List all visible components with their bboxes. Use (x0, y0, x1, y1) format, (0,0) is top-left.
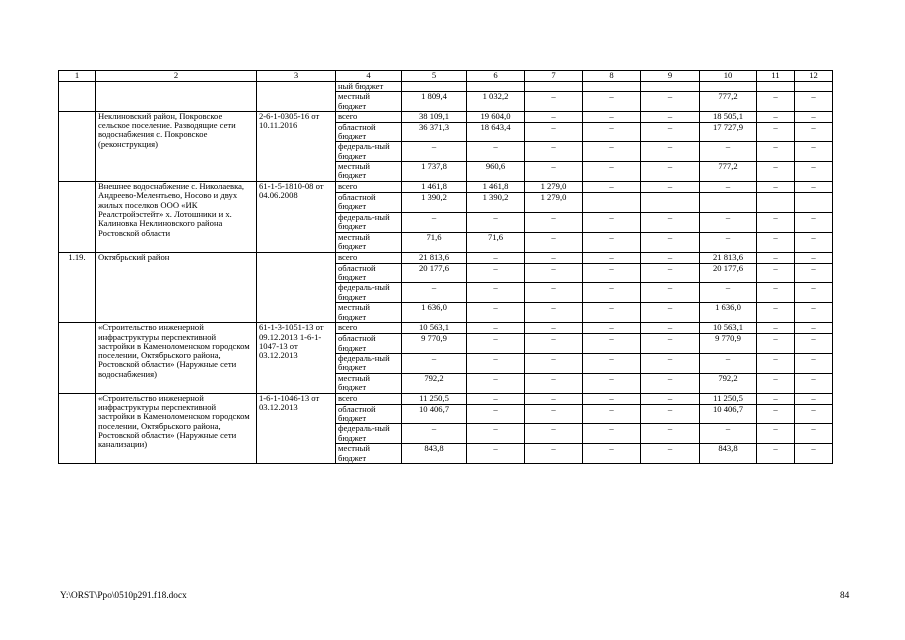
col8-value: – (583, 92, 641, 112)
col11-value: – (757, 303, 795, 323)
header-cell: 9 (641, 71, 700, 82)
col9-value (641, 193, 700, 213)
col10-value: 777,2 (700, 92, 757, 112)
col5-value: 38 109,1 (402, 111, 467, 122)
funding-source: местный бюджет (336, 444, 402, 464)
col7-value (525, 82, 583, 92)
col12-value: – (795, 404, 833, 424)
col8-value: – (583, 424, 641, 444)
funding-source: областной бюджет (336, 122, 402, 142)
col5-value: 10 406,7 (402, 404, 467, 424)
col6-value: 960,6 (467, 162, 525, 182)
funding-source: местный бюджет (336, 162, 402, 182)
col10-value (700, 193, 757, 213)
col7-value: – (525, 283, 583, 303)
col8-value: – (583, 252, 641, 263)
col8-value: – (583, 393, 641, 404)
col8-value: – (583, 373, 641, 393)
col11-value: – (757, 424, 795, 444)
col10-value: – (700, 212, 757, 232)
funding-source: областной бюджет (336, 193, 402, 213)
col7-value: – (525, 373, 583, 393)
header-cell: 12 (795, 71, 833, 82)
header-cell: 1 (59, 71, 96, 82)
col12-value: – (795, 444, 833, 464)
col12-value (795, 82, 833, 92)
object-description: Октябрьский район (96, 252, 257, 323)
col5-value: 1 390,2 (402, 193, 467, 213)
col6-value: – (467, 373, 525, 393)
col12-value: – (795, 283, 833, 303)
col10-value: 10 563,1 (700, 323, 757, 334)
col8-value: – (583, 323, 641, 334)
col11-value: – (757, 334, 795, 354)
col9-value: – (641, 182, 700, 193)
col6-value: 1 390,2 (467, 193, 525, 213)
col7-value: – (525, 122, 583, 142)
col6-value: – (467, 444, 525, 464)
funding-source: всего (336, 323, 402, 334)
col8-value: – (583, 111, 641, 122)
col6-value: – (467, 424, 525, 444)
doc-reference: 61-1-3-1051-13 от 09.12.2013 1-6-1-1047-13 от 03.12.2013 (257, 323, 336, 394)
col9-value: – (641, 283, 700, 303)
doc-reference: 2-6-1-0305-16 от 10.11.2016 (257, 111, 336, 181)
budget-table (58, 70, 833, 464)
col9-value: – (641, 353, 700, 373)
col8-value: – (583, 303, 641, 323)
col11-value: – (757, 283, 795, 303)
col7-value: – (525, 424, 583, 444)
col11-value (757, 82, 795, 92)
col8-value: – (583, 142, 641, 162)
col12-value: – (795, 263, 833, 283)
col10-value: 20 177,6 (700, 263, 757, 283)
col10-value: – (700, 232, 757, 252)
col7-value: – (525, 353, 583, 373)
col10-value (700, 82, 757, 92)
col7-value: – (525, 393, 583, 404)
col10-value: – (700, 353, 757, 373)
doc-reference (257, 252, 336, 323)
col12-value: – (795, 92, 833, 112)
col12-value: – (795, 303, 833, 323)
col8-value: – (583, 232, 641, 252)
col8-value: – (583, 212, 641, 232)
col12-value: – (795, 353, 833, 373)
col9-value: – (641, 303, 700, 323)
col6-value: 71,6 (467, 232, 525, 252)
doc-reference (257, 82, 336, 112)
col8-value: – (583, 122, 641, 142)
header-cell: 11 (757, 71, 795, 82)
col9-value: – (641, 334, 700, 354)
header-row (59, 71, 833, 82)
col9-value: – (641, 373, 700, 393)
col12-value: – (795, 142, 833, 162)
col12-value (795, 193, 833, 213)
col5-value: – (402, 283, 467, 303)
row-number (59, 182, 96, 253)
col7-value: – (525, 212, 583, 232)
object-description (96, 82, 257, 112)
funding-source: местный бюджет (336, 92, 402, 112)
col5-value: – (402, 353, 467, 373)
table-row (59, 252, 833, 263)
col7-value: – (525, 303, 583, 323)
col9-value: – (641, 393, 700, 404)
table-row (59, 111, 833, 122)
col7-value: – (525, 404, 583, 424)
header-cell: 7 (525, 71, 583, 82)
col11-value: – (757, 404, 795, 424)
header-cell: 6 (467, 71, 525, 82)
col10-value: – (700, 142, 757, 162)
col6-value: – (467, 212, 525, 232)
row-number (59, 323, 96, 394)
col7-value: – (525, 92, 583, 112)
col7-value: – (525, 232, 583, 252)
funding-source: всего (336, 252, 402, 263)
col5-value (402, 82, 467, 92)
header-cell: 5 (402, 71, 467, 82)
col9-value: – (641, 232, 700, 252)
col12-value: – (795, 252, 833, 263)
col11-value: – (757, 373, 795, 393)
header-cell: 2 (96, 71, 257, 82)
col11-value: – (757, 182, 795, 193)
col11-value: – (757, 323, 795, 334)
table-row (59, 393, 833, 404)
col11-value (757, 193, 795, 213)
col6-value: – (467, 353, 525, 373)
col7-value: 1 279,0 (525, 182, 583, 193)
funding-source: ный бюджет (336, 82, 402, 92)
col5-value: 21 813,6 (402, 252, 467, 263)
col10-value: 9 770,9 (700, 334, 757, 354)
col11-value: – (757, 263, 795, 283)
col7-value: – (525, 111, 583, 122)
col6-value: 1 461,8 (467, 182, 525, 193)
col11-value: – (757, 353, 795, 373)
col9-value: – (641, 162, 700, 182)
col8-value: – (583, 404, 641, 424)
col5-value: 792,2 (402, 373, 467, 393)
header-cell: 3 (257, 71, 336, 82)
header-cell: 10 (700, 71, 757, 82)
col12-value: – (795, 232, 833, 252)
col8-value: – (583, 283, 641, 303)
funding-source: федераль-ный бюджет (336, 424, 402, 444)
col12-value: – (795, 393, 833, 404)
col11-value: – (757, 393, 795, 404)
col8-value: – (583, 334, 641, 354)
col6-value: – (467, 283, 525, 303)
col10-value: 21 813,6 (700, 252, 757, 263)
row-number (59, 111, 96, 181)
col5-value: – (402, 142, 467, 162)
col6-value: – (467, 142, 525, 162)
col9-value: – (641, 142, 700, 162)
col7-value: – (525, 162, 583, 182)
col8-value: – (583, 263, 641, 283)
col10-value: 792,2 (700, 373, 757, 393)
col9-value (641, 82, 700, 92)
col9-value: – (641, 122, 700, 142)
table-row (59, 82, 833, 92)
funding-source: всего (336, 182, 402, 193)
col9-value: – (641, 404, 700, 424)
col8-value: – (583, 444, 641, 464)
col10-value: 11 250,5 (700, 393, 757, 404)
col11-value: – (757, 142, 795, 162)
funding-source: областной бюджет (336, 404, 402, 424)
col6-value: 18 643,4 (467, 122, 525, 142)
doc-reference: 1-6-1-1046-13 от 03.12.2013 (257, 393, 336, 464)
col12-value: – (795, 424, 833, 444)
col9-value: – (641, 263, 700, 283)
col5-value: 843,8 (402, 444, 467, 464)
col5-value: 36 371,3 (402, 122, 467, 142)
col9-value: – (641, 424, 700, 444)
col7-value: – (525, 323, 583, 334)
funding-source: федераль-ный бюджет (336, 142, 402, 162)
object-description: Внешнее водоснабжение с. Николаевка, Андреево-Мелентьево, Носово и двух жилых поселков ООО «ИК Реалстройэстейт» х. Лотошники и х. Калиновка Неклиновского района Ростовской области (96, 182, 257, 253)
col10-value: 18 505,1 (700, 111, 757, 122)
col5-value: 71,6 (402, 232, 467, 252)
col8-value (583, 82, 641, 92)
funding-source: федераль-ный бюджет (336, 212, 402, 232)
file-path: Y:\ORST\Ppo\0510p291.f18.docx (60, 591, 187, 601)
object-description: Неклиновский район, Покровское сельское поселение. Разводящие сети водоснабжения с. Покровское (реконструкция) (96, 111, 257, 181)
header-cell: 4 (336, 71, 402, 82)
col11-value: – (757, 162, 795, 182)
col9-value: – (641, 92, 700, 112)
col9-value: – (641, 111, 700, 122)
col11-value: – (757, 212, 795, 232)
col7-value: – (525, 263, 583, 283)
col9-value: – (641, 252, 700, 263)
row-number: 1.19. (59, 252, 96, 323)
col11-value: – (757, 232, 795, 252)
col5-value: 11 250,5 (402, 393, 467, 404)
col6-value: 1 032,2 (467, 92, 525, 112)
funding-source: федераль-ный бюджет (336, 353, 402, 373)
col7-value: 1 279,0 (525, 193, 583, 213)
col5-value: 1 737,8 (402, 162, 467, 182)
col10-value: 843,8 (700, 444, 757, 464)
col9-value: – (641, 212, 700, 232)
funding-source: местный бюджет (336, 373, 402, 393)
col10-value: – (700, 283, 757, 303)
col5-value: 10 563,1 (402, 323, 467, 334)
col12-value: – (795, 122, 833, 142)
col12-value: – (795, 373, 833, 393)
funding-source: всего (336, 393, 402, 404)
col5-value: 1 461,8 (402, 182, 467, 193)
col6-value: – (467, 404, 525, 424)
col5-value: 9 770,9 (402, 334, 467, 354)
funding-source: федераль-ный бюджет (336, 283, 402, 303)
object-description: «Строительство инженерной инфраструктуры перспективной застройки в Каменоломенском городском поселении, Октябрьского района, Ростовской области» (Наружные сети канализации) (96, 393, 257, 464)
doc-reference: 61-1-5-1810-08 от 04.06.2008 (257, 182, 336, 253)
col12-value: – (795, 111, 833, 122)
col12-value: – (795, 323, 833, 334)
col8-value: – (583, 353, 641, 373)
col6-value: – (467, 393, 525, 404)
col8-value: – (583, 182, 641, 193)
funding-source: местный бюджет (336, 232, 402, 252)
col7-value: – (525, 334, 583, 354)
col9-value: – (641, 323, 700, 334)
col10-value: 1 636,0 (700, 303, 757, 323)
col10-value: 777,2 (700, 162, 757, 182)
col10-value: – (700, 182, 757, 193)
col6-value: – (467, 303, 525, 323)
col12-value: – (795, 182, 833, 193)
col6-value: – (467, 263, 525, 283)
col5-value: 1 636,0 (402, 303, 467, 323)
col6-value: 19 604,0 (467, 111, 525, 122)
col5-value: – (402, 212, 467, 232)
row-number (59, 82, 96, 112)
col11-value: – (757, 444, 795, 464)
col10-value: 17 727,9 (700, 122, 757, 142)
table-row (59, 323, 833, 334)
col7-value: – (525, 444, 583, 464)
col8-value (583, 193, 641, 213)
col12-value: – (795, 212, 833, 232)
col8-value: – (583, 162, 641, 182)
col11-value: – (757, 122, 795, 142)
funding-source: областной бюджет (336, 334, 402, 354)
funding-source: местный бюджет (336, 303, 402, 323)
col6-value: – (467, 334, 525, 354)
col6-value: – (467, 323, 525, 334)
funding-source: областной бюджет (336, 263, 402, 283)
col7-value: – (525, 142, 583, 162)
col12-value: – (795, 334, 833, 354)
col7-value: – (525, 252, 583, 263)
table-body (59, 71, 833, 464)
object-description: «Строительство инженерной инфраструктуры перспективной застройки в Каменоломенском городском поселении, Октябрьского района, Ростовской области» (Наружные сети водоснабжения) (96, 323, 257, 394)
table-row (59, 182, 833, 193)
row-number (59, 393, 96, 464)
header-cell: 8 (583, 71, 641, 82)
funding-source: всего (336, 111, 402, 122)
col6-value (467, 82, 525, 92)
col11-value: – (757, 252, 795, 263)
col6-value: – (467, 252, 525, 263)
col10-value: 10 406,7 (700, 404, 757, 424)
col5-value: 20 177,6 (402, 263, 467, 283)
col5-value: – (402, 424, 467, 444)
col12-value: – (795, 162, 833, 182)
col11-value: – (757, 111, 795, 122)
col11-value: – (757, 92, 795, 112)
col9-value: – (641, 444, 700, 464)
page-number: 84 (840, 591, 850, 601)
col5-value: 1 809,4 (402, 92, 467, 112)
col10-value: – (700, 424, 757, 444)
